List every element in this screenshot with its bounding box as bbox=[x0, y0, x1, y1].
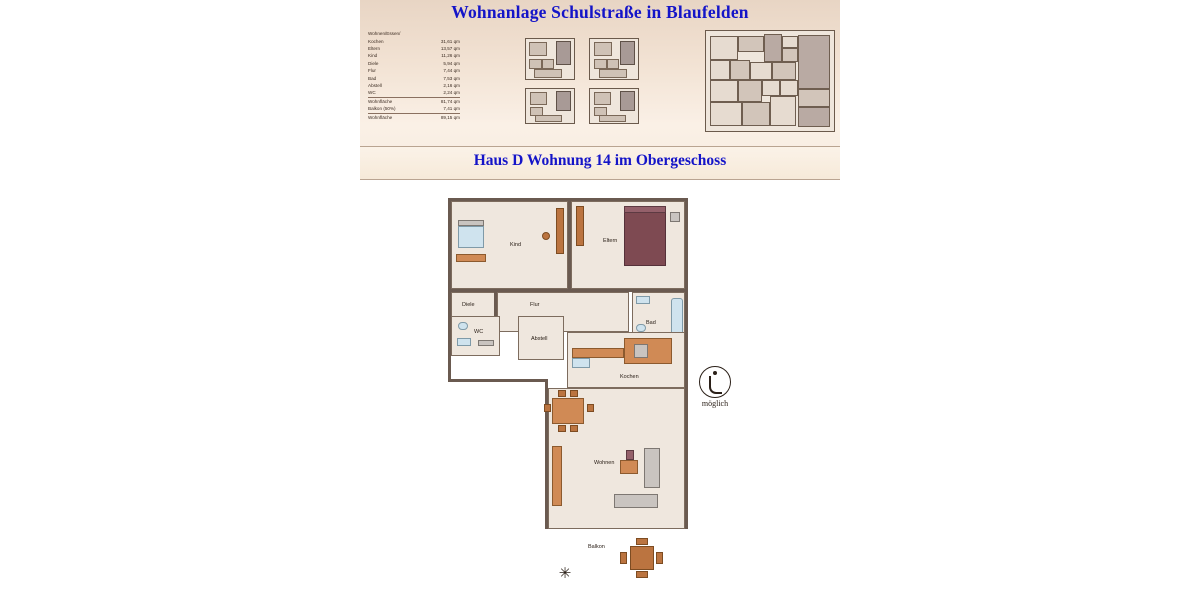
area-value: 7,53 qm bbox=[443, 75, 460, 81]
overall-level-plan bbox=[705, 30, 835, 132]
fixture-kitchen-sink bbox=[572, 358, 590, 368]
area-table-caption: Wohnen/Essen/ bbox=[368, 31, 401, 36]
furniture-sofa bbox=[614, 494, 658, 508]
page-title: Wohnanlage Schulstraße in Blaufelden bbox=[451, 2, 749, 22]
area-total-row bbox=[368, 105, 460, 113]
room-label-flur: Flur bbox=[530, 302, 540, 308]
area-total-value: 81,74 qm bbox=[440, 98, 460, 104]
furniture-double-bed bbox=[624, 212, 666, 266]
furniture-bed bbox=[458, 226, 484, 248]
area-label: Flur bbox=[368, 68, 376, 74]
area-table bbox=[368, 32, 460, 121]
area-value: 11,26 qm bbox=[441, 53, 460, 59]
room-label-bad: Bad bbox=[646, 320, 656, 326]
area-row bbox=[368, 89, 460, 97]
area-value: 2,16 qm bbox=[443, 82, 460, 88]
main-floorplan bbox=[448, 198, 698, 594]
area-label: Bad bbox=[368, 75, 377, 81]
furniture-balcony-chair bbox=[656, 552, 663, 564]
wall bbox=[685, 198, 688, 528]
furniture-chair bbox=[570, 390, 578, 397]
area-total-label: Balkon (50%) bbox=[368, 106, 396, 112]
room-label-wc: WC bbox=[474, 329, 484, 335]
appliance-stove bbox=[634, 344, 648, 358]
furniture-headboard bbox=[458, 220, 484, 226]
area-total-row bbox=[368, 98, 460, 105]
area-label: Abstell bbox=[368, 82, 382, 88]
fixture-washer bbox=[478, 340, 494, 346]
area-row bbox=[368, 52, 460, 59]
area-row bbox=[368, 38, 460, 45]
area-row bbox=[368, 60, 460, 67]
area-label: Diele bbox=[368, 60, 379, 66]
mini-plan-4 bbox=[589, 88, 639, 124]
room-label-abstell: Abstell bbox=[531, 336, 548, 342]
page-subtitle: Haus D Wohnung 14 im Obergeschoss bbox=[473, 152, 727, 169]
furniture-plant bbox=[626, 450, 634, 460]
furniture-wardrobe bbox=[576, 206, 584, 246]
room-label-diele: Diele bbox=[462, 302, 475, 308]
area-total-row bbox=[368, 114, 460, 121]
area-value: 2,24 qm bbox=[443, 90, 460, 96]
furniture-balcony-chair bbox=[620, 552, 627, 564]
furniture-balcony-chair bbox=[636, 538, 648, 545]
area-row bbox=[368, 75, 460, 82]
furniture-chair bbox=[558, 425, 566, 432]
furniture-counter bbox=[572, 348, 624, 358]
accessibility-caption: möglich bbox=[701, 399, 729, 408]
area-total-value: 7,41 qm bbox=[443, 106, 460, 112]
room-label-balkon: Balkon bbox=[588, 544, 605, 550]
room-label-eltern: Eltern bbox=[603, 238, 618, 244]
area-label: Eltern bbox=[368, 45, 381, 51]
area-total-label: Wohnfläche bbox=[368, 98, 393, 104]
furniture-chair bbox=[544, 404, 551, 412]
fixture-toilet bbox=[458, 322, 468, 330]
furniture-wardrobe bbox=[556, 208, 564, 254]
accessibility-logo bbox=[692, 366, 738, 416]
fixture-toilet bbox=[636, 324, 646, 332]
area-row bbox=[368, 45, 460, 52]
area-value: 31,61 qm bbox=[440, 38, 460, 44]
furniture-chair bbox=[558, 390, 566, 397]
room-label-wohnen: Wohnen bbox=[594, 460, 615, 466]
room-label-kind: Kind bbox=[510, 242, 522, 248]
furniture-balcony-chair bbox=[636, 571, 648, 578]
furniture-chair bbox=[570, 425, 578, 432]
furniture-lamp bbox=[542, 232, 550, 240]
area-total-label: Wohnfläche bbox=[368, 114, 393, 120]
furniture-nightstand bbox=[670, 212, 680, 222]
area-row bbox=[368, 82, 460, 89]
furniture-chair bbox=[587, 404, 594, 412]
area-value: 7,44 qm bbox=[443, 68, 460, 74]
fixture-sink bbox=[636, 296, 650, 304]
furniture-sofa bbox=[644, 448, 660, 488]
furniture-dining-table bbox=[552, 398, 584, 424]
fixture-sink bbox=[457, 338, 471, 346]
furniture-coffee-table bbox=[620, 460, 638, 474]
mini-plan-2 bbox=[589, 38, 639, 80]
room-label-kochen: Kochen bbox=[620, 374, 639, 380]
area-value: 5,94 qm bbox=[443, 60, 460, 66]
furniture-headboard bbox=[624, 206, 666, 213]
room-wc bbox=[451, 316, 500, 356]
furniture-sideboard bbox=[552, 446, 562, 506]
area-row bbox=[368, 67, 460, 74]
compass-north-icon: ✳ bbox=[558, 565, 572, 582]
furniture-kitchen-block bbox=[624, 338, 672, 364]
wall bbox=[448, 379, 548, 382]
mini-plan-thumbnails bbox=[505, 32, 665, 137]
area-label: WC bbox=[368, 90, 376, 96]
furniture-balcony-table bbox=[630, 546, 654, 570]
area-label: Kochen bbox=[368, 38, 384, 44]
mini-plan-1 bbox=[525, 38, 575, 80]
wheelchair-accessible-icon bbox=[699, 366, 731, 398]
area-total-value: 89,15 qm bbox=[440, 114, 460, 120]
area-label: Kind bbox=[368, 53, 378, 59]
furniture-desk bbox=[456, 254, 486, 262]
mini-plan-3 bbox=[525, 88, 575, 124]
area-value: 13,57 qm bbox=[440, 45, 460, 51]
